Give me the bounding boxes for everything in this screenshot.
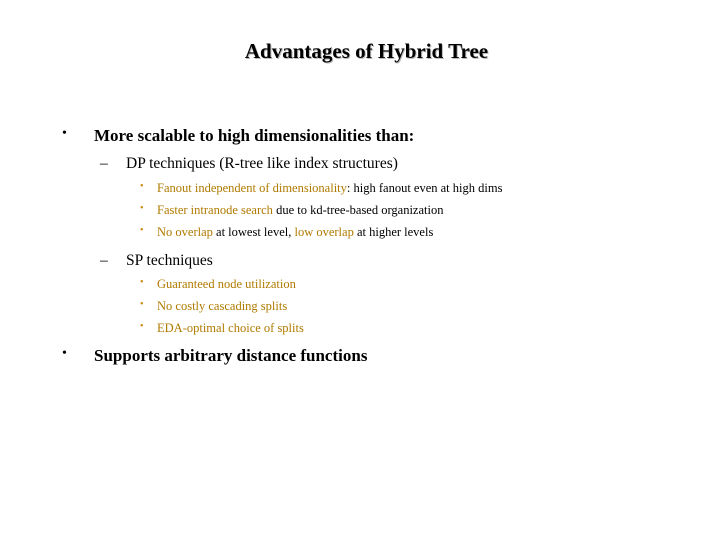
dash-marker: – [100, 155, 108, 172]
plain-text: at higher levels [353, 225, 434, 239]
highlight-text: Fanout independent of dimensionality [157, 181, 347, 195]
bullet-text: EDA-optimal choice of splits [157, 321, 304, 335]
bullet-marker: • [140, 321, 144, 332]
plain-text: : high fanout even at high dims [346, 181, 503, 195]
bullet-marker: • [62, 126, 67, 141]
plain-text: at lowest level, [212, 225, 295, 239]
bullet-marker: • [140, 299, 144, 310]
highlight-text: No overlap [157, 225, 213, 239]
bullet-text: SP techniques [126, 252, 213, 269]
bullet-marker: • [62, 346, 67, 361]
bullet-marker: • [140, 277, 144, 288]
bullet-text [157, 225, 433, 240]
dash-marker: – [100, 252, 108, 269]
bullet-marker: • [140, 225, 144, 236]
bullet-marker: • [140, 203, 144, 214]
bullet-marker: • [140, 181, 144, 192]
bullet-text: DP techniques (R-tree like index structures) [126, 155, 398, 172]
highlight-text: low overlap [294, 225, 354, 239]
bullet-text: Supports arbitrary distance functions [94, 346, 368, 365]
plain-text: due to kd-tree-based organization [272, 203, 444, 217]
bullet-text: More scalable to high dimensionalities than: [94, 126, 415, 145]
slide-title: Advantages of Hybrid Tree [244, 39, 489, 63]
bullet-text [157, 181, 502, 196]
highlight-text: Faster intranode search [157, 203, 273, 217]
bullet-text: Guaranteed node utilization [157, 277, 296, 291]
bullet-text: No costly cascading splits [157, 299, 288, 313]
bullet-text [157, 203, 443, 218]
